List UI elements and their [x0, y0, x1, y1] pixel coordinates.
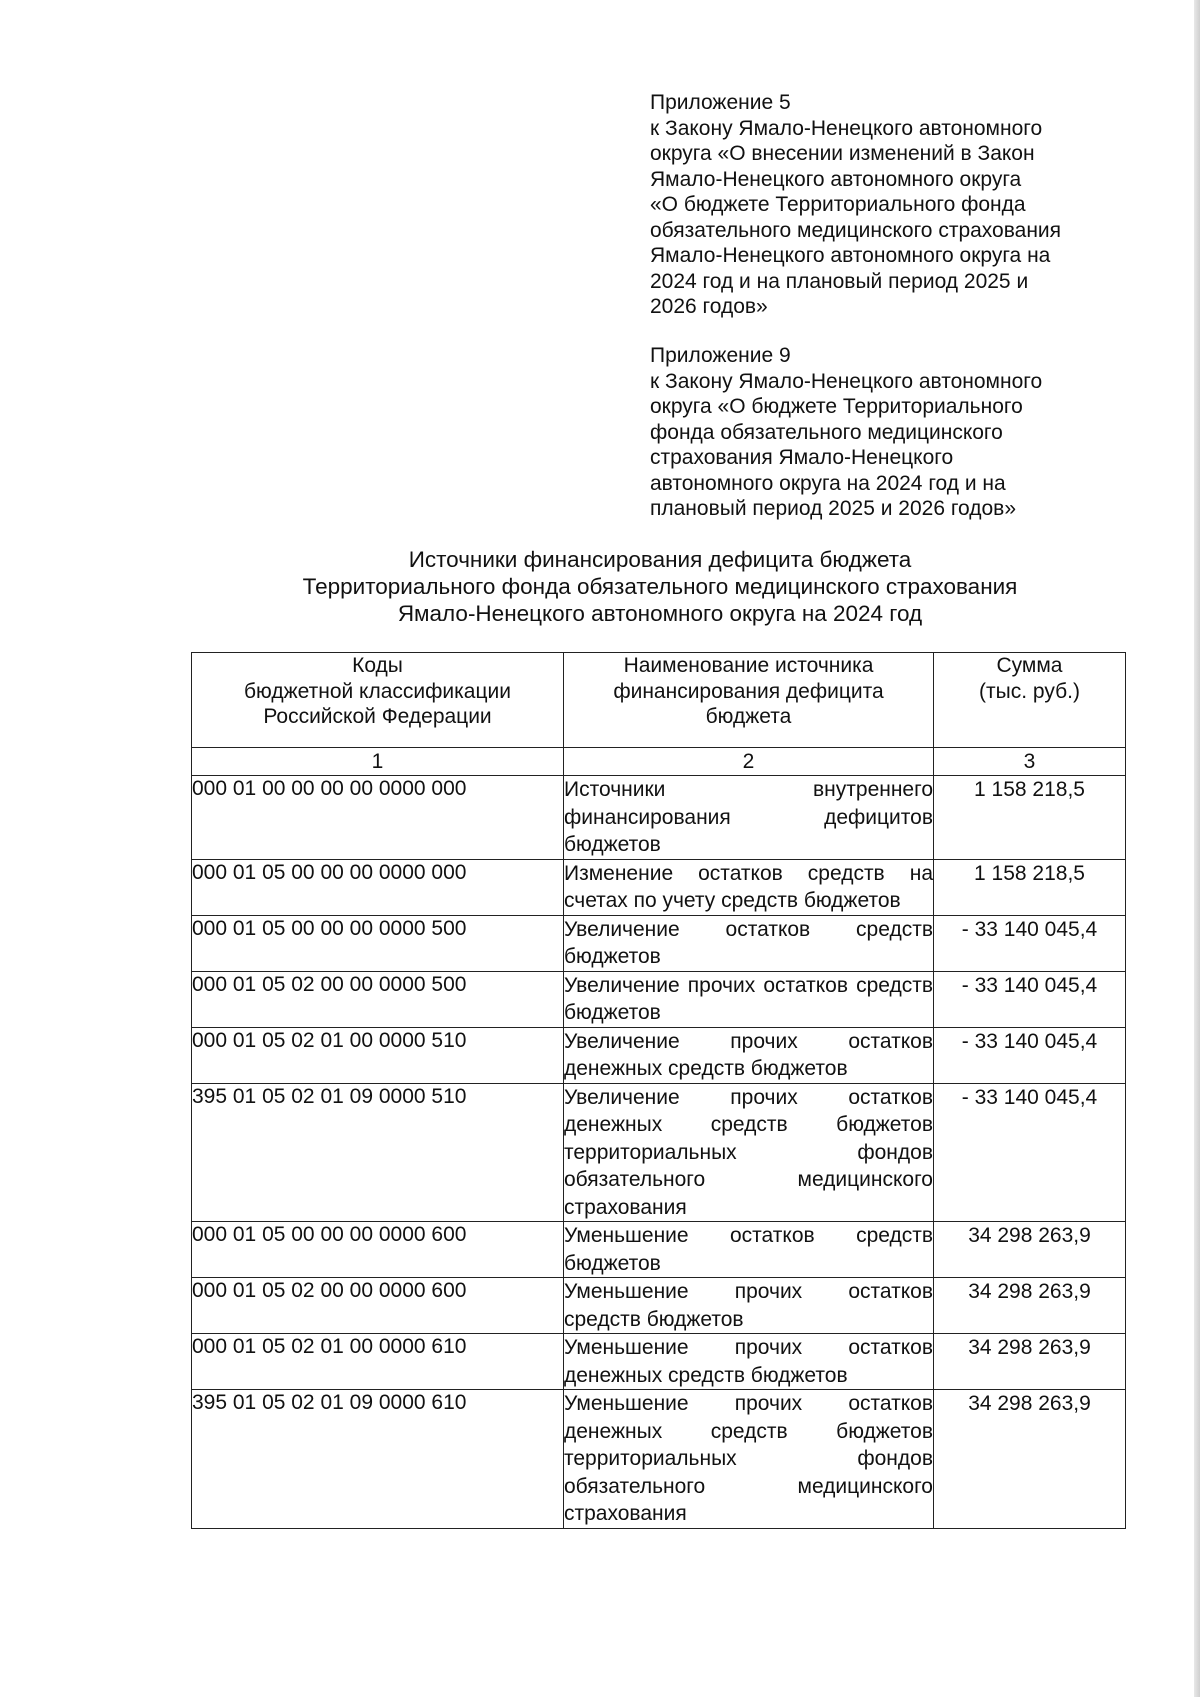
header-sum-line: (тыс. руб.) [979, 679, 1080, 703]
annex-5-line: округа «О внесении изменений в Закон [650, 142, 1035, 165]
annex-5-line: Приложение 5 [650, 91, 791, 114]
row-code: 000 01 05 00 00 00 0000 600 [192, 1222, 564, 1278]
table-row [192, 776, 1126, 860]
annex-5-line: Ямало-Ненецкого автономного округа на [650, 244, 1051, 267]
annex-9-line: плановый период 2025 и 2026 годов» [650, 497, 1017, 520]
column-number: 2 [564, 748, 934, 776]
table-row [192, 1027, 1126, 1083]
header-code [192, 653, 564, 748]
annex-9-line: к Закону Ямало-Ненецкого автономного [650, 369, 1043, 393]
row-code: 000 01 05 02 01 00 0000 610 [192, 1334, 564, 1390]
row-code: 395 01 05 02 01 09 0000 510 [192, 1083, 564, 1222]
annex-5-line: обязательного медицинского страхования [650, 218, 1062, 242]
row-name: Увеличение прочих остатков денежных средств бюджетов [564, 1027, 934, 1083]
row-code: 000 01 00 00 00 00 0000 000 [192, 776, 564, 860]
row-code: 000 01 05 00 00 00 0000 000 [192, 859, 564, 915]
row-name: Уменьшение прочих остатков денежных средств бюджетов территориальных фондов обязательного медицинского страхования [564, 1390, 934, 1529]
header-sum-line: Сумма [996, 654, 1063, 677]
row-code: 395 01 05 02 01 09 0000 610 [192, 1390, 564, 1529]
page-edge-shadow [1194, 0, 1200, 1697]
annex-9-header [650, 343, 1120, 522]
annex-5-line: к Закону Ямало-Ненецкого автономного [650, 116, 1043, 140]
header-name [564, 653, 934, 748]
title-line: Источники финансирования дефицита бюджета [408, 547, 912, 572]
row-sum: 1 158 218,5 [934, 859, 1126, 915]
annex-9-line: Приложение 9 [650, 344, 791, 367]
deficit-sources-table [191, 652, 1126, 1529]
row-sum: 34 298 263,9 [934, 1222, 1126, 1278]
row-code: 000 01 05 00 00 00 0000 500 [192, 915, 564, 971]
row-sum: - 33 140 045,4 [934, 1083, 1126, 1222]
row-name: Уменьшение прочих остатков средств бюджетов [564, 1278, 934, 1334]
row-code: 000 01 05 02 00 00 0000 500 [192, 971, 564, 1027]
header-name-line: бюджета [705, 705, 792, 728]
row-name: Увеличение прочих остатков денежных средств бюджетов территориальных фондов обязательного медицинского страхования [564, 1083, 934, 1222]
column-number: 1 [192, 748, 564, 776]
row-name: Увеличение прочих остатков средств бюджетов [564, 971, 934, 1027]
annex-9-line: фонда обязательного медицинского [650, 420, 1003, 444]
table-row [192, 971, 1126, 1027]
annex-9-line: страхования Ямало-Ненецкого [650, 446, 954, 469]
row-sum: - 33 140 045,4 [934, 1027, 1126, 1083]
table-row [192, 915, 1126, 971]
header-name-line: финансирования дефицита [613, 679, 884, 703]
row-name: Уменьшение прочих остатков денежных средств бюджетов [564, 1334, 934, 1390]
annex-9-line: округа «О бюджете Территориального [650, 395, 1023, 418]
document-title [180, 546, 1140, 627]
row-code: 000 01 05 02 00 00 0000 600 [192, 1278, 564, 1334]
header-code-line: бюджетной классификации [244, 679, 511, 703]
column-number: 3 [934, 748, 1126, 776]
table-row [192, 1083, 1126, 1222]
row-name: Увеличение остатков средств бюджетов [564, 915, 934, 971]
row-code: 000 01 05 02 01 00 0000 510 [192, 1027, 564, 1083]
header-code-line: Коды [352, 654, 403, 677]
row-name: Уменьшение остатков средств бюджетов [564, 1222, 934, 1278]
table-row [192, 1222, 1126, 1278]
column-number-row [192, 748, 1126, 776]
header-sum [934, 653, 1126, 748]
row-sum: - 33 140 045,4 [934, 915, 1126, 971]
annex-5-header [650, 90, 1120, 320]
row-sum: 1 158 218,5 [934, 776, 1126, 860]
annex-5-line: «О бюджете Территориального фонда [650, 193, 1026, 216]
row-sum: 34 298 263,9 [934, 1390, 1126, 1529]
table-row [192, 859, 1126, 915]
title-line: Ямало-Ненецкого автономного округа на 2024 год [397, 601, 923, 626]
row-sum: - 33 140 045,4 [934, 971, 1126, 1027]
title-line: Территориального фонда обязательного медицинского страхования [302, 574, 1018, 599]
annex-5-line: 2026 годов» [650, 295, 768, 318]
annex-9-line: автономного округа на 2024 год и на [650, 471, 1006, 495]
header-code-line: Российской Федерации [263, 705, 492, 728]
row-name: Источники внутреннего финансирования дефицитов бюджетов [564, 776, 934, 860]
table-row [192, 1278, 1126, 1334]
header-name-line: Наименование источника [623, 654, 874, 677]
table-row [192, 1334, 1126, 1390]
row-sum: 34 298 263,9 [934, 1278, 1126, 1334]
row-sum: 34 298 263,9 [934, 1334, 1126, 1390]
row-name: Изменение остатков средств на счетах по учету средств бюджетов [564, 859, 934, 915]
table-header-row [192, 653, 1126, 748]
annex-5-line: Ямало-Ненецкого автономного округа [650, 167, 1022, 191]
annex-5-line: 2024 год и на плановый период 2025 и [650, 269, 1029, 293]
table-row [192, 1390, 1126, 1529]
